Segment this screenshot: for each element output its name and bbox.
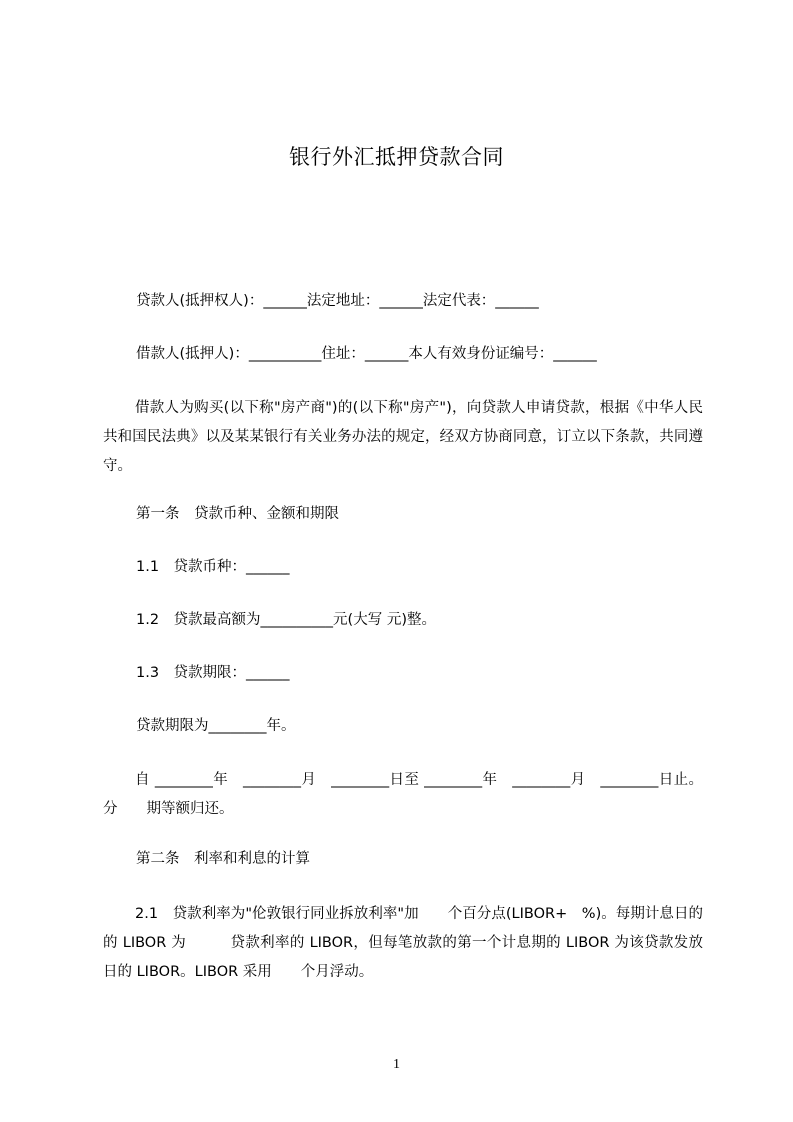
page-number: 1 <box>393 1057 400 1072</box>
intro-paragraph: 借款人为购买(以下称"房产商")的(以下称"房产")，向贷款人申请贷款，根据《中华人民共和国民法典》以及某某银行有关业务办法的规定，经双方协商同意，订立以下条款，共同遵守。 <box>103 400 703 474</box>
clause-1-2: 1.2 贷款最高额为__________元(大写 元)整。 <box>136 612 436 628</box>
document-title: 银行外汇抵押贷款合同 <box>289 145 504 169</box>
repayment-period-paragraph: 自 ________年 ________月 ________日至 ________年 ________月 ________日止。分 期等额归还。 <box>103 772 703 817</box>
loan-term-line: 贷款期限为________年。 <box>136 718 296 734</box>
clause-1-3: 1.3 贷款期限：______ <box>136 665 290 681</box>
article-2-heading: 第二条 利率和利息的计算 <box>136 851 310 867</box>
lender-line: 贷款人(抵押权人)：______法定地址：______法定代表：______ <box>136 293 539 309</box>
article-1-heading: 第一条 贷款币种、金额和期限 <box>136 506 339 522</box>
clause-2-1: 2.1 贷款利率为"伦敦银行同业拆放利率"加 个百分点(LIBOR+ %)。每期计息日的 的 LIBOR 为 贷款利率的 LIBOR，但每笔放款的第一个计息期的 LIBOR 为该贷款发放日的 LIBOR。LIBOR 采用 个月浮动。 <box>103 906 732 980</box>
borrower-line: 借款人(抵押人)：__________住址：______本人有效身份证编号：______ <box>136 346 597 362</box>
clause-1-1: 1.1 贷款币种：______ <box>136 559 290 575</box>
